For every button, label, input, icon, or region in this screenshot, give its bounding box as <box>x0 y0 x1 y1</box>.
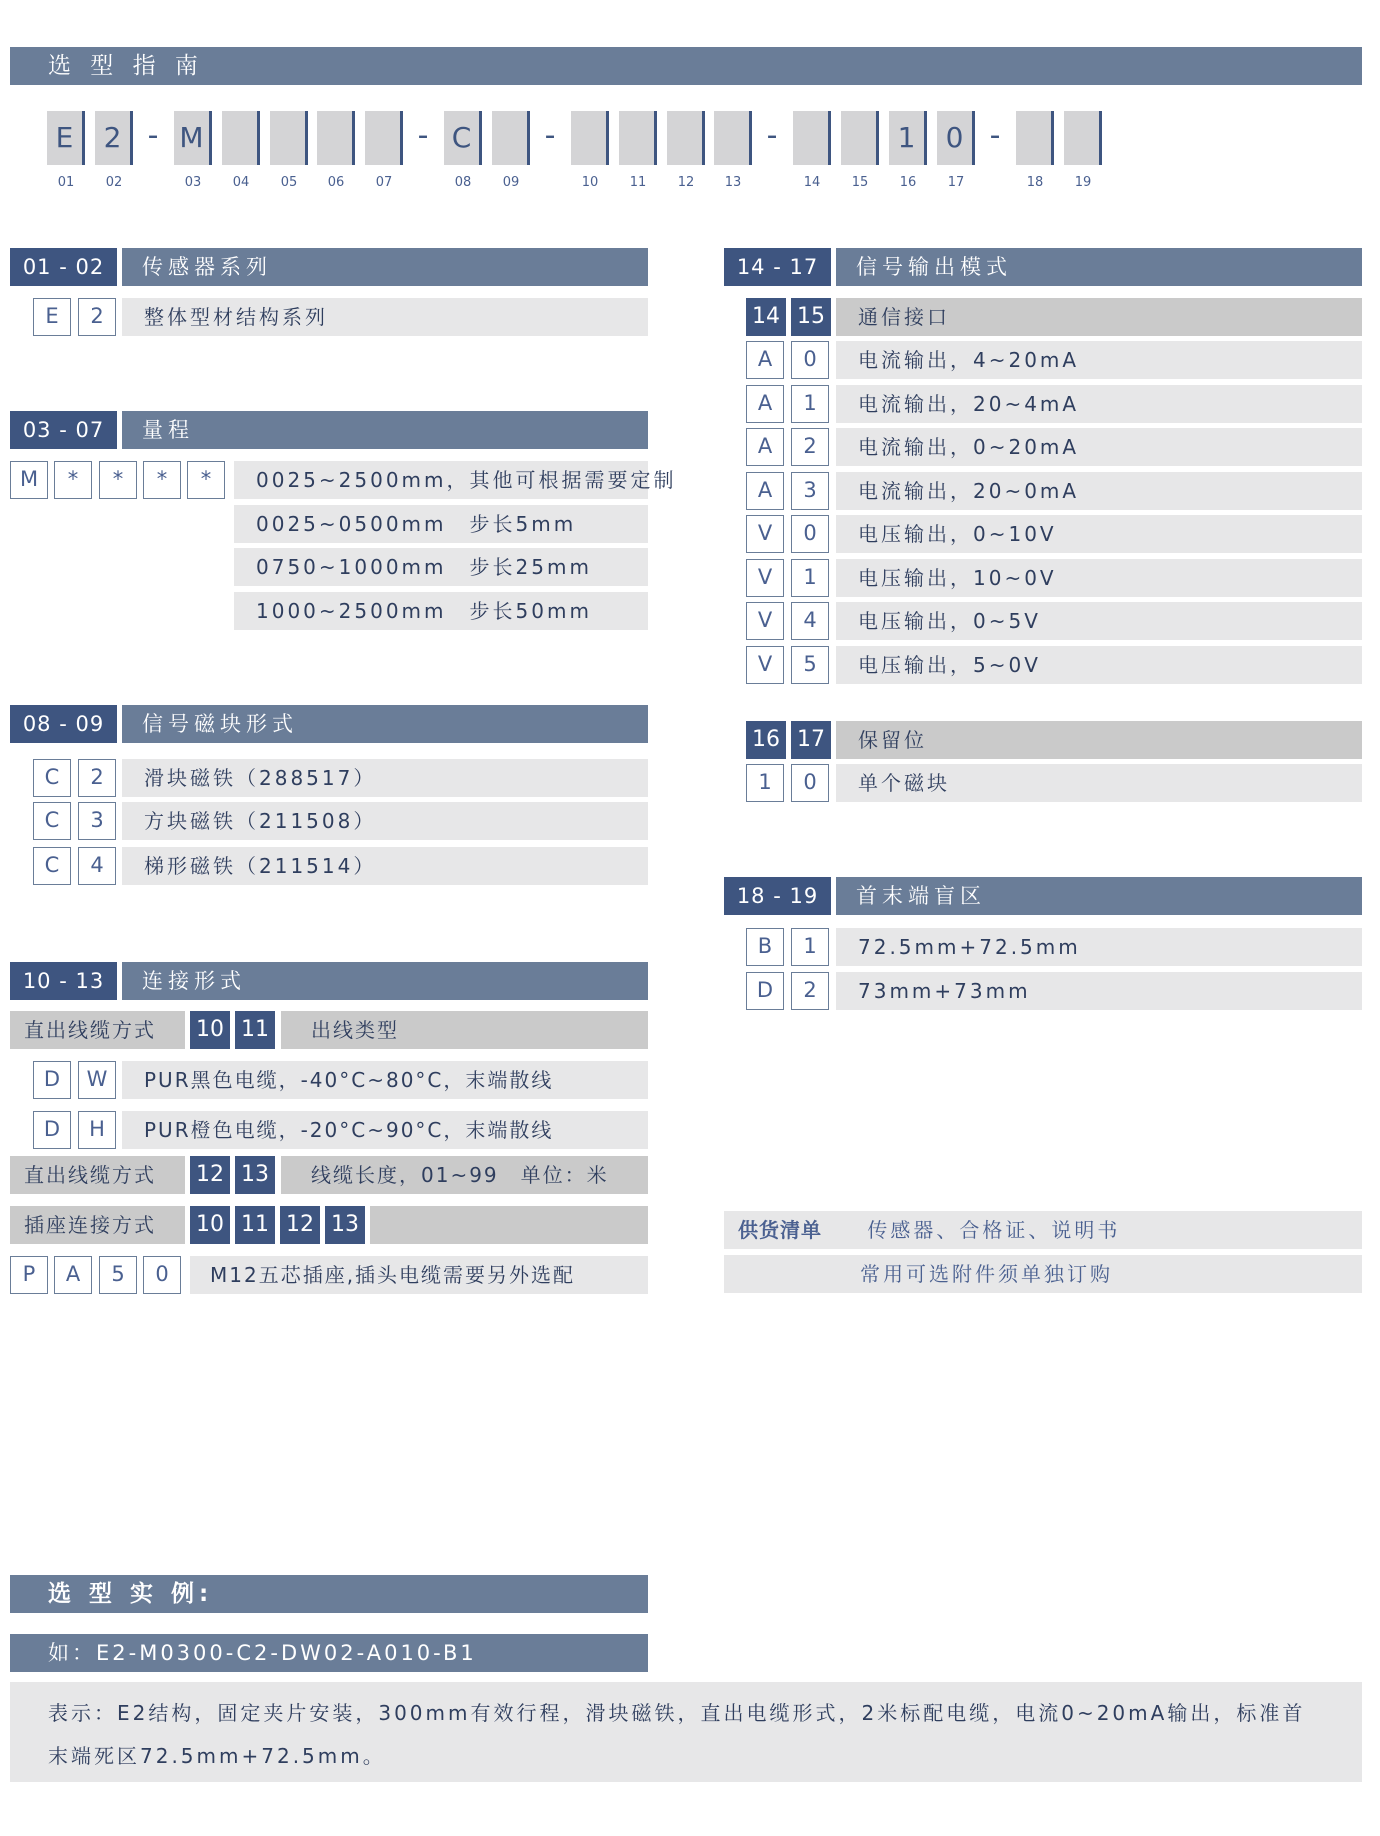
option-description: 电流输出，20~0mA <box>836 472 1362 510</box>
position-badge: 12 <box>280 1206 320 1244</box>
code-box: * <box>99 461 137 499</box>
code-slot: M <box>174 111 212 165</box>
option-description: 电流输出，0~20mA <box>836 428 1362 466</box>
section-number: 10 - 13 <box>10 962 117 1000</box>
code-box: D <box>33 1111 71 1149</box>
section-title: 首末端盲区 <box>836 877 1362 915</box>
code-position: 06 <box>327 175 345 190</box>
code-box: D <box>746 972 784 1010</box>
code-slot <box>841 111 879 165</box>
code-box: V <box>746 559 784 597</box>
code-slot <box>222 111 260 165</box>
section-title: 信号磁块形式 <box>122 705 648 743</box>
position-badge: 12 <box>190 1156 230 1194</box>
example-code: 如：E2-M0300-C2-DW02-A010-B1 <box>10 1634 648 1672</box>
code-box: 1 <box>791 559 829 597</box>
code-box: E <box>33 298 71 336</box>
section-title: 信号输出模式 <box>836 248 1362 286</box>
code-box: 3 <box>791 472 829 510</box>
code-box: 1 <box>746 764 784 802</box>
option-description: 72.5mm+72.5mm <box>836 928 1362 966</box>
code-box: 1 <box>791 928 829 966</box>
supply-note-row: 常用可选附件须单独订购 <box>724 1255 1362 1293</box>
group-title: 线缆长度，01~99 单位：米 <box>281 1156 648 1194</box>
option-description: PUR橙色电缆，-20°C~90°C，末端散线 <box>122 1111 648 1149</box>
code-dash: - <box>417 118 429 153</box>
group-title: 保留位 <box>836 721 1362 759</box>
code-box: A <box>746 385 784 423</box>
code-box: A <box>746 428 784 466</box>
group-title: 出线类型 <box>281 1011 648 1049</box>
code-position: 11 <box>629 175 647 190</box>
code-position: 03 <box>184 175 202 190</box>
connection-type-label: 插座连接方式 <box>10 1206 185 1244</box>
code-slot: C <box>444 111 482 165</box>
code-box: C <box>33 759 71 797</box>
code-box: W <box>78 1061 116 1099</box>
position-badge: 14 <box>746 298 786 336</box>
option-description: 电流输出，4~20mA <box>836 341 1362 379</box>
code-box: 0 <box>791 764 829 802</box>
code-box: * <box>54 461 92 499</box>
code-position: 14 <box>803 175 821 190</box>
option-description: 电流输出，20~4mA <box>836 385 1362 423</box>
option-description: 整体型材结构系列 <box>122 298 648 336</box>
code-position: 09 <box>502 175 520 190</box>
option-description: PUR黑色电缆，-40°C~80°C，末端散线 <box>122 1061 648 1099</box>
example-description: 表示：E2结构，固定夹片安装，300mm有效行程，滑块磁铁，直出电缆形式，2米标配电缆，电流0~20mA输出，标准首末端死区72.5mm+72.5mm。 <box>10 1682 1362 1782</box>
code-slot <box>1016 111 1054 165</box>
code-slot <box>714 111 752 165</box>
code-box: 2 <box>78 298 116 336</box>
code-box: 4 <box>791 602 829 640</box>
code-box: V <box>746 646 784 684</box>
code-position: 04 <box>232 175 250 190</box>
code-position: 19 <box>1074 175 1092 190</box>
code-slot <box>793 111 831 165</box>
position-badge: 10 <box>190 1011 230 1049</box>
section-number: 18 - 19 <box>724 877 831 915</box>
range-option: 0025~0500mm 步长5mm <box>234 505 648 543</box>
code-box: P <box>10 1256 48 1294</box>
code-box: 2 <box>791 428 829 466</box>
code-box: 2 <box>78 759 116 797</box>
code-slot: 0 <box>937 111 975 165</box>
code-position: 15 <box>851 175 869 190</box>
code-box: 2 <box>791 972 829 1010</box>
code-box: C <box>33 847 71 885</box>
code-box: D <box>33 1061 71 1099</box>
code-box: V <box>746 602 784 640</box>
option-description: 电压输出，10~0V <box>836 559 1362 597</box>
code-box: H <box>78 1111 116 1149</box>
section-title: 传感器系列 <box>122 248 648 286</box>
example-title: 选 型 实 例: <box>10 1575 648 1613</box>
section-number: 03 - 07 <box>10 411 117 449</box>
code-slot <box>492 111 530 165</box>
code-position: 02 <box>105 175 123 190</box>
code-slot: E <box>47 111 85 165</box>
group-title: 通信接口 <box>836 298 1362 336</box>
code-box: 3 <box>78 802 116 840</box>
group-title-empty <box>370 1206 648 1244</box>
option-description: 单个磁块 <box>836 764 1362 802</box>
code-dash: - <box>544 118 556 153</box>
position-badge: 16 <box>746 721 786 759</box>
option-description: 电压输出，0~10V <box>836 515 1362 553</box>
position-badge: 17 <box>791 721 831 759</box>
code-slot: 2 <box>95 111 133 165</box>
code-position: 13 <box>724 175 742 190</box>
section-number: 14 - 17 <box>724 248 831 286</box>
position-badge: 11 <box>235 1206 275 1244</box>
code-box: * <box>143 461 181 499</box>
code-slot <box>619 111 657 165</box>
option-description: 电压输出，5~0V <box>836 646 1362 684</box>
option-description: 滑块磁铁（288517） <box>122 759 648 797</box>
code-box: C <box>33 802 71 840</box>
code-slot <box>1064 111 1102 165</box>
code-position: 10 <box>581 175 599 190</box>
option-description: M12五芯插座,插头电缆需要另外选配 <box>190 1256 648 1294</box>
option-description: 电压输出，0~5V <box>836 602 1362 640</box>
code-box: A <box>54 1256 92 1294</box>
code-position: 01 <box>57 175 75 190</box>
position-badge: 10 <box>190 1206 230 1244</box>
code-position: 16 <box>899 175 917 190</box>
code-box: 0 <box>791 515 829 553</box>
code-position: 12 <box>677 175 695 190</box>
supply-list-label: 供货清单 <box>738 1218 822 1242</box>
code-box: 5 <box>791 646 829 684</box>
section-title: 连接形式 <box>122 962 648 1000</box>
option-description: 73mm+73mm <box>836 972 1362 1010</box>
code-slot <box>317 111 355 165</box>
code-box: A <box>746 341 784 379</box>
code-box: M <box>10 461 48 499</box>
range-option: 1000~2500mm 步长50mm <box>234 592 648 630</box>
page-title: 选 型 指 南 <box>10 47 1362 85</box>
position-badge: 11 <box>235 1011 275 1049</box>
code-box: 4 <box>78 847 116 885</box>
code-box: 0 <box>791 341 829 379</box>
code-slot <box>571 111 609 165</box>
code-box: * <box>187 461 225 499</box>
supply-list-items: 传感器、合格证、说明书 <box>867 1218 1121 1242</box>
section-title: 量程 <box>122 411 648 449</box>
code-position: 18 <box>1026 175 1044 190</box>
code-box: 5 <box>99 1256 137 1294</box>
code-box: A <box>746 472 784 510</box>
code-dash: - <box>147 118 159 153</box>
code-slot <box>270 111 308 165</box>
position-badge: 13 <box>325 1206 365 1244</box>
code-position: 17 <box>947 175 965 190</box>
code-slot: 1 <box>889 111 927 165</box>
code-position: 05 <box>280 175 298 190</box>
section-number: 08 - 09 <box>10 705 117 743</box>
code-dash: - <box>766 118 778 153</box>
code-box: V <box>746 515 784 553</box>
position-badge: 15 <box>791 298 831 336</box>
code-dash: - <box>989 118 1001 153</box>
option-description: 梯形磁铁（211514） <box>122 847 648 885</box>
code-position: 07 <box>375 175 393 190</box>
code-box: B <box>746 928 784 966</box>
code-slot <box>667 111 705 165</box>
connection-type-label: 直出线缆方式 <box>10 1156 185 1194</box>
connection-type-label: 直出线缆方式 <box>10 1011 185 1049</box>
option-description: 方块磁铁（211508） <box>122 802 648 840</box>
position-badge: 13 <box>235 1156 275 1194</box>
range-option: 0025~2500mm，其他可根据需要定制 <box>234 461 648 499</box>
range-option: 0750~1000mm 步长25mm <box>234 548 648 586</box>
code-slot <box>365 111 403 165</box>
supply-list-row <box>724 1211 1362 1249</box>
code-position: 08 <box>454 175 472 190</box>
code-box: 1 <box>791 385 829 423</box>
section-number: 01 - 02 <box>10 248 117 286</box>
code-box: 0 <box>143 1256 181 1294</box>
